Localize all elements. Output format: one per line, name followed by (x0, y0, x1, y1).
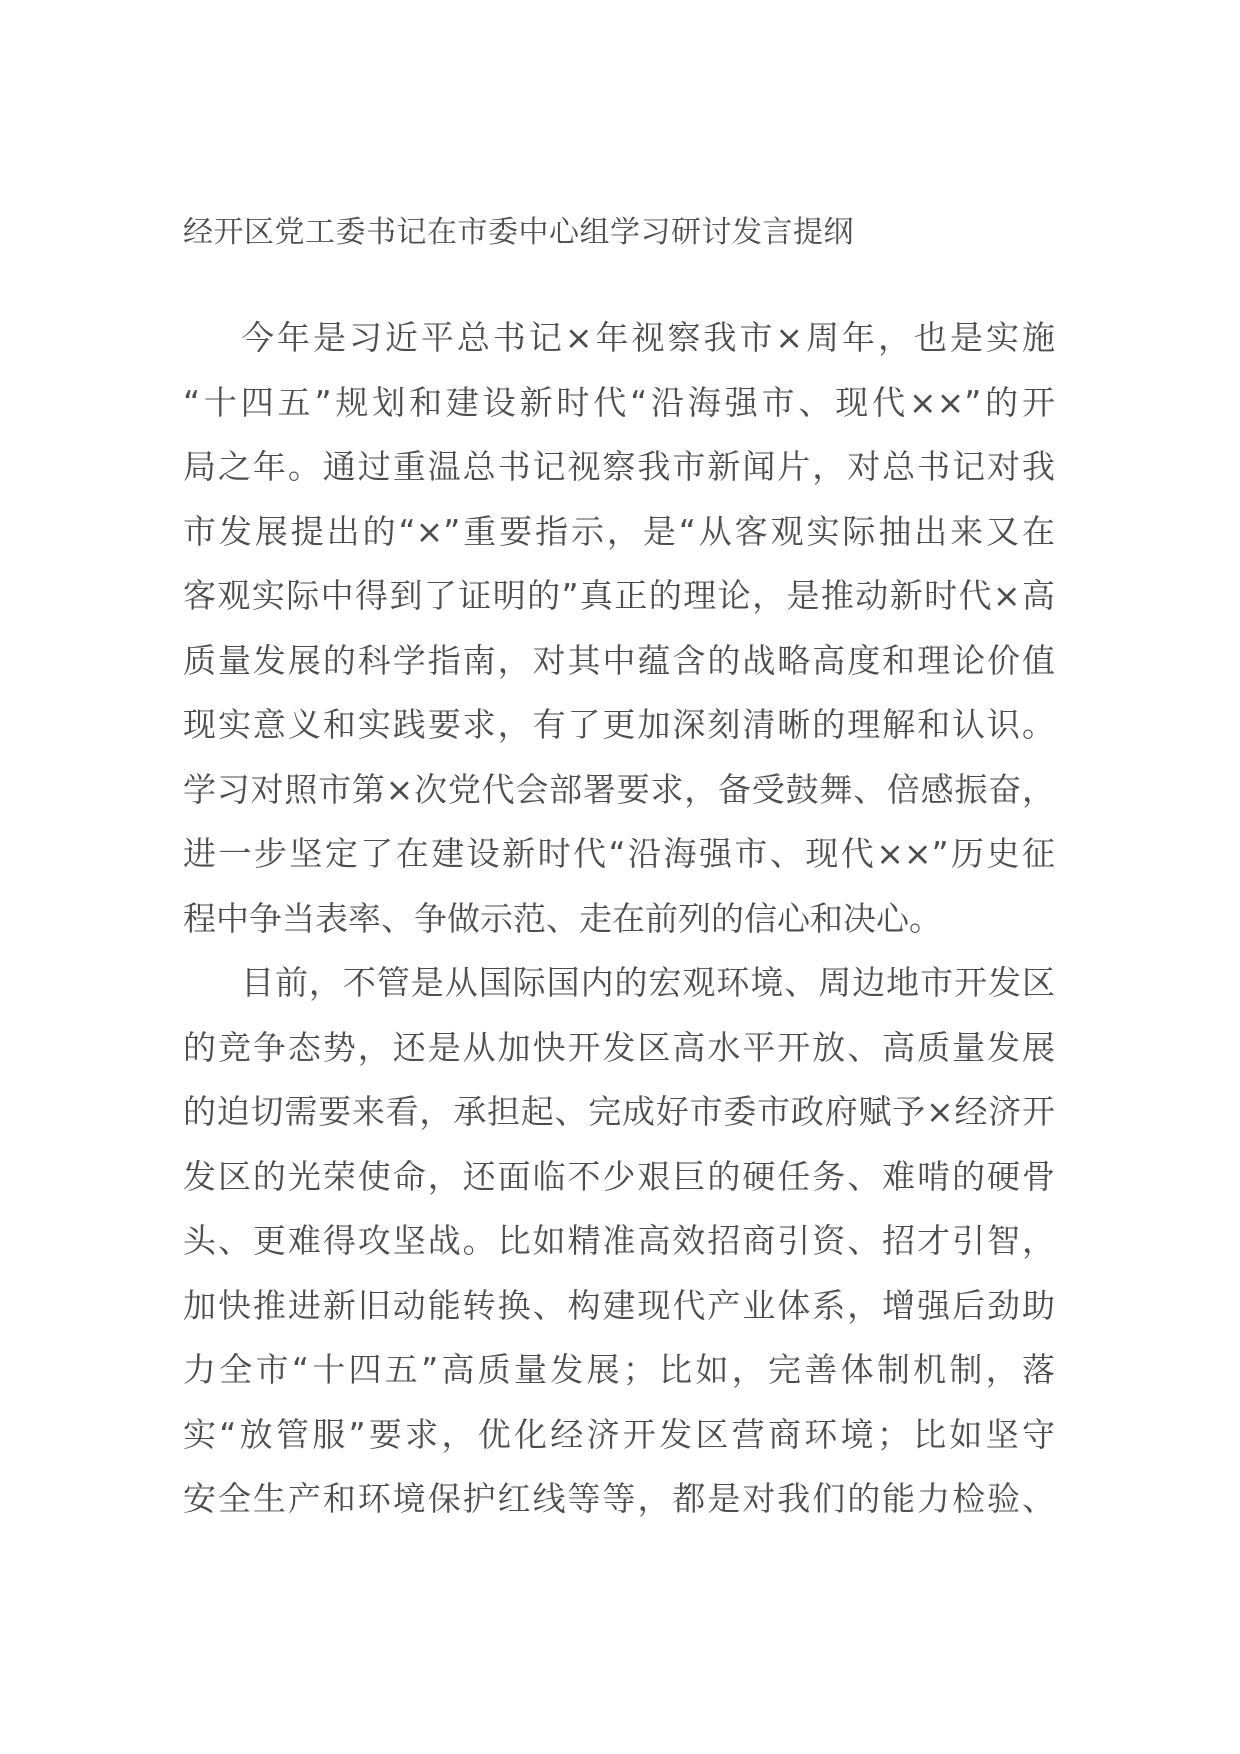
text-line: 目前，不管是从国际国内的宏观环境、周边地市开发区 (241, 963, 1055, 1002)
text-line: 的竞争态势，还是从加快开发区高水平开放、高质量发展 (183, 1027, 1055, 1067)
text-line: 力全市“十四五”高质量发展；比如，完善体制机制，落 (183, 1350, 1055, 1389)
text-line: 客观实际中得到了证明的”真正的理论，是推动新时代×高 (183, 576, 1055, 615)
text-line: 市发展提出的“×”重要指示，是“从客观实际抽出来又在 (183, 511, 1055, 551)
text-line: 头、更难得攻坚战。比如精准高效招商引资、招才引智， (183, 1221, 1055, 1260)
text-line: 局之年。通过重温总书记视察我市新闻片，对总书记对我 (183, 447, 1055, 486)
text-line: 实“放管服”要求，优化经济开发区营商环境；比如坚守 (183, 1414, 1055, 1454)
text-line: 加快推进新旧动能转换、构建现代产业体系，增强后劲助 (183, 1285, 1055, 1325)
text-line: 今年是习近平总书记×年视察我市×周年，也是实施 (241, 318, 1055, 357)
text-line: “十四五”规划和建设新时代“沿海强市、现代××”的开 (183, 382, 1055, 422)
text-line: 进一步坚定了在建设新时代“沿海强市、现代××”历史征 (183, 834, 1055, 873)
text-line: 安全生产和环境保护红线等等，都是对我们的能力检验、 (183, 1479, 1055, 1518)
document-title: 经开区党工委书记在市委中心组学习研讨发言提纲 (183, 215, 854, 250)
text-line: 发区的光荣使命，还面临不少艰巨的硬任务、难啃的硬骨 (183, 1156, 1055, 1196)
text-line: 程中争当表率、争做示范、走在前列的信心和决心。 (183, 898, 942, 938)
text-line: 现实意义和实践要求，有了更加深刻清晰的理解和认识。 (183, 705, 1055, 744)
text-line: 质量发展的科学指南，对其中蕴含的战略高度和理论价值 (183, 640, 1055, 680)
paragraph (183, 306, 1055, 951)
text-line: 的迫切需要来看，承担起、完成好市委市政府赋予×经济开 (183, 1092, 1055, 1131)
document-body (183, 306, 1055, 1532)
text-line: 学习对照市第×次党代会部署要求，备受鼓舞、倍感振奋， (183, 769, 1055, 809)
paragraph (183, 951, 1055, 1532)
